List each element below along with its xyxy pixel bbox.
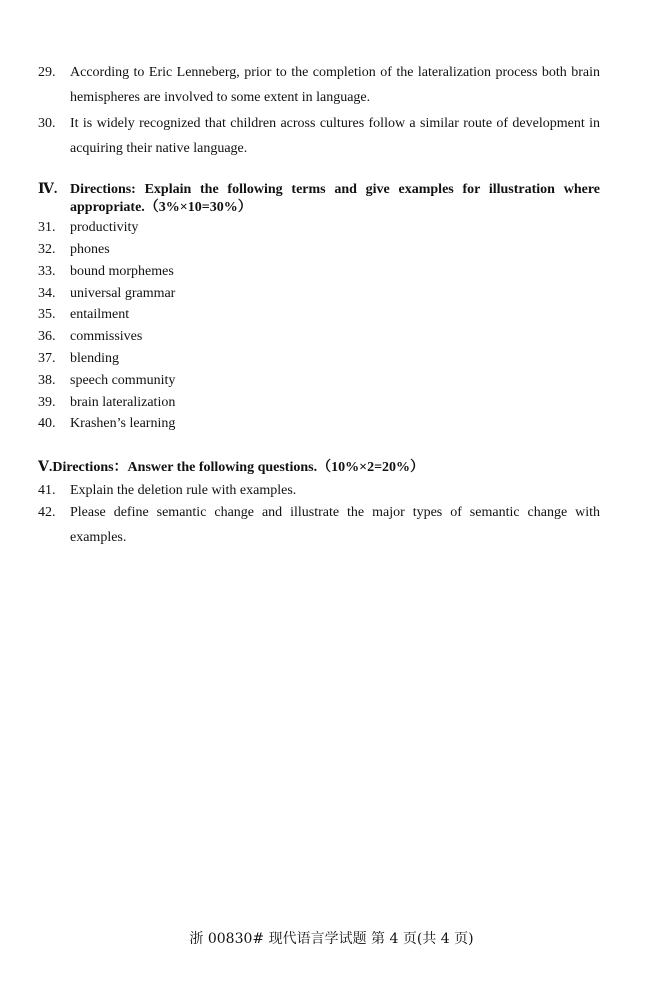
term-text: bound morphemes xyxy=(70,264,174,279)
term-number: 33. xyxy=(38,264,56,279)
question-number: 42. xyxy=(38,505,56,520)
term-number: 34. xyxy=(38,286,56,301)
question-text: Explain the deletion rule with examples. xyxy=(70,483,297,498)
term-text: Krashen’s learning xyxy=(70,416,176,431)
question-42 xyxy=(38,500,600,550)
section-iv-heading xyxy=(38,181,600,217)
term-text: universal grammar xyxy=(70,286,176,301)
term-text: speech community xyxy=(70,373,176,388)
term-item xyxy=(38,239,600,261)
term-number: 35. xyxy=(38,307,56,322)
term-number: 36. xyxy=(38,329,56,344)
term-item xyxy=(38,348,600,370)
term-text: brain lateralization xyxy=(70,395,176,410)
section-directions: Directions：Answer the following questions.（10%×2=20%） xyxy=(52,460,425,475)
term-item xyxy=(38,283,600,305)
term-item xyxy=(38,217,600,239)
section-numeral: Ⅳ. xyxy=(38,182,58,197)
term-number: 31. xyxy=(38,220,56,235)
term-text: commissives xyxy=(70,329,143,344)
question-text: It is widely recognized that children across cultures follow a similar route of development in acquiring their native language. xyxy=(70,116,600,156)
term-item xyxy=(38,413,600,435)
page-footer: 浙 00830# 现代语言学试题 第 4 页(共 4 页) xyxy=(189,931,474,947)
term-text: productivity xyxy=(70,220,139,235)
question-number: 41. xyxy=(38,483,56,498)
question-number: 30. xyxy=(38,116,56,131)
term-item xyxy=(38,370,600,392)
term-text: phones xyxy=(70,242,110,257)
section-numeral: Ⅴ. xyxy=(38,460,53,475)
term-item xyxy=(38,304,600,326)
term-item xyxy=(38,261,600,283)
term-number: 40. xyxy=(38,416,56,431)
term-text: entailment xyxy=(70,307,130,322)
term-number: 32. xyxy=(38,242,56,257)
section-v-heading xyxy=(38,458,600,478)
term-number: 37. xyxy=(38,351,56,366)
question-29 xyxy=(38,60,600,110)
term-number: 38. xyxy=(38,373,56,388)
question-text: According to Eric Lenneberg, prior to the completion of the lateralization process both brain hemispheres are involved to some extent in language. xyxy=(70,65,600,105)
question-text: Please define semantic change and illustrate the major types of semantic change with examples. xyxy=(70,505,600,545)
section-directions: Directions: Explain the following terms and give examples for illustration where appropriate.（3%×10=30%） xyxy=(70,182,600,215)
term-item xyxy=(38,326,600,348)
term-text: blending xyxy=(70,351,119,366)
term-number: 39. xyxy=(38,395,56,410)
term-item xyxy=(38,392,600,414)
question-number: 29. xyxy=(38,65,56,80)
question-30 xyxy=(38,111,600,161)
